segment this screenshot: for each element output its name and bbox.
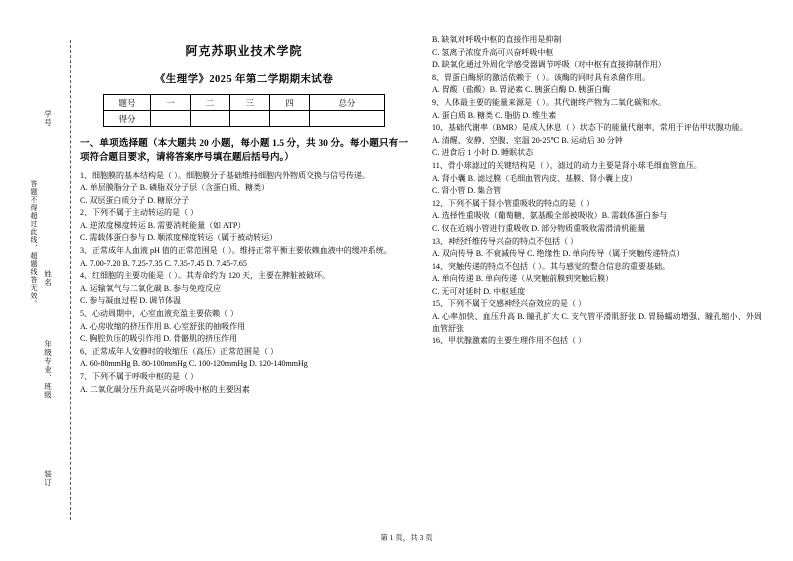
score-col-1: 一 — [151, 95, 191, 111]
score-col-4: 四 — [270, 95, 310, 111]
option-item: C. 无可对延时 D. 中枢延度 — [432, 286, 526, 296]
seal-label-name: 姓名 — [43, 270, 53, 287]
option-item: C. 胸腔负压的吸引作用 D. 骨骼肌的挤压作用 — [80, 334, 238, 344]
section-1-title: 一、单项选择题（本大题共 20 小题，每小题 1.5 分，共 30 分。每小题只有一项符合题目要求，请将答案序号填在题后括号内。） — [80, 139, 408, 164]
question-item: 8、胃蛋白酶原的激活依赖于（ ）。该酶的同时具有杀菌作用。 — [432, 72, 650, 82]
option-item: C. 氢离子浓度升高可兴奋呼吸中枢 — [432, 47, 554, 57]
right-column — [432, 34, 762, 348]
option-item: A. 心率加快、血压升高 B. 瞳孔扩大 C. 支气管平滑肌舒张 D. 胃肠蠕动增强、瞳孔缩小、外周血管舒张 — [432, 312, 762, 333]
page-title: 《生理学》2025 年第二学期期末试卷 — [154, 74, 334, 85]
option-item: A. 单层膜脂分子 B. 磷脂双分子层（含蛋白质、糖类） — [80, 183, 270, 193]
score-cell-3[interactable] — [230, 111, 270, 127]
option-item: A. 心房收缩的挤压作用 B. 心室舒张的抽吸作用 — [80, 321, 246, 331]
question-item: 5、心动周期中，心室血液充盈主要依赖（ ） — [80, 309, 238, 319]
option-item: A. 7.00-7.20 B. 7.25-7.35 C. 7.35-7.45 D. 7.45-7.65 — [80, 258, 247, 268]
option-item: C. 肾小管 D. 集合管 — [432, 186, 502, 196]
seal-label-warning: 答题不得超过此线，超题线答无效。 — [30, 180, 38, 308]
option-item: A. 运输氧气与二氧化碳 B. 参与免疫反应 — [80, 283, 222, 293]
option-item: B. 缺氧对呼吸中枢的直接作用是抑制 — [432, 35, 562, 44]
score-col-3: 三 — [230, 95, 270, 111]
option-item: A. 二氧化碳分压升高是兴奋呼吸中枢的主要因素 — [80, 384, 250, 394]
option-item: C. 进食后 1 小时 D. 睡眠状态 — [432, 148, 534, 158]
sealing-line-area — [26, 40, 72, 520]
score-col-total: 总分 — [309, 95, 384, 111]
question-item: 9、人体最主要的能量来源是（ ）。其代谢终产物为二氧化碳和水。 — [432, 97, 666, 107]
seal-label-student-id: 学号 — [43, 110, 53, 127]
left-column — [80, 34, 408, 396]
score-cell-1[interactable] — [151, 111, 191, 127]
option-item: A. 胃酸（盐酸）B. 胃泌素 C. 胰蛋白酶 D. 胰蛋白酶 — [432, 85, 611, 95]
question-item: 6、正常成年人安静时的收缩压（高压）正常范围是（ ） — [80, 346, 278, 356]
school-name: 阿克苏职业技术学院 — [185, 44, 303, 58]
question-item: 10、基础代谢率（BMR）是成人休息（ ）状态下的能量代谢率，常用于评估甲状腺功能。 — [432, 123, 748, 133]
table-row — [104, 95, 385, 111]
option-item: A. 肾小囊 B. 滤过膜（毛细血管内皮、基膜、肾小囊上皮） — [432, 173, 638, 183]
question-item: 1、细胞膜的基本结构是（ ）。细胞膜分子基础维持细胞内外物质交换与信号传递。 — [80, 170, 370, 180]
score-cell-2[interactable] — [190, 111, 230, 127]
option-item: C. 仅在近端小管进行重吸收 D. 部分物质重吸收需滑清机能量 — [432, 223, 646, 233]
score-table — [103, 94, 385, 127]
option-item: A. 60-80mmHg B. 80-100mmHg C. 100-120mmHg D. 120-140mmHg — [80, 359, 308, 369]
option-item: A. 逆浓度梯度转运 B. 需要消耗能量（如 ATP） — [80, 220, 246, 230]
option-item: C. 需载体蛋白参与 D. 顺浓度梯度转运（属于被动转运） — [80, 233, 278, 243]
seal-label-class: 年级专业、班级 — [43, 340, 53, 400]
score-cell-total[interactable] — [309, 111, 384, 127]
question-item: 4、红细胞的主要功能是（ ）。其寿命约为 120 天，主要在脾脏被破坏。 — [80, 271, 330, 281]
option-item: C. 参与凝血过程 D. 调节体温 — [80, 296, 182, 306]
question-item: 3、正常成年人血液 pH 值的正常范围是（ ）。维持正常平衡主要依赖血液中的缓冲系统。 — [80, 246, 392, 256]
table-row — [104, 111, 385, 127]
option-item: A. 清醒、安静、空腹、室温 20-25℃ B. 运动后 30 分钟 — [432, 135, 623, 145]
score-table-label-number: 题号 — [104, 95, 151, 111]
question-item: 12、下列不属于肾小管重吸收的特点的是（ ） — [432, 198, 594, 208]
question-item: 13、神经纤维传导兴奋的特点不包括（ ） — [432, 236, 578, 246]
option-item: C. 双层蛋白质分子 D. 糖原分子 — [80, 195, 190, 205]
score-table-label-score: 得分 — [104, 111, 151, 127]
question-item: 11、骨小球滤过的关键结构是（ ），滤过的动力主要是肾小球毛细血管血压。 — [432, 160, 702, 170]
question-item: 14、突触传递的特点不包括（ ）。其与感觉的整合信息的重要基础。 — [432, 261, 670, 271]
seal-label-binding: 装订 — [43, 470, 53, 487]
option-item: A. 双向传导 B. 不衰减传导 C. 绝缘性 D. 单向传导（属于突触传递特点） — [432, 249, 685, 259]
option-item: A. 选择性重吸收（葡萄糖、氨基酸全部被吸收）B. 需载体蛋白参与 — [432, 211, 668, 221]
score-col-2: 二 — [190, 95, 230, 111]
score-cell-4[interactable] — [270, 111, 310, 127]
option-item: A. 单向传递 B. 单向传递（从突触前膜到突触后膜） — [432, 274, 614, 284]
seal-dashed-line — [70, 40, 71, 520]
question-item: 16、甲状腺激素的主要生理作用不包括（ ） — [432, 336, 586, 346]
question-item: 7、下列不属于呼吸中枢的是（ ） — [80, 372, 198, 381]
page-number: 第 1 页，共 3 页 — [380, 533, 433, 542]
option-item: D. 缺氧化通过外周化学感受器调节呼吸（对中枢有直接抑制作用） — [432, 60, 666, 70]
exam-content — [80, 34, 770, 524]
question-item: 15、下列不属于交感神经兴奋效应的是（ ） — [432, 299, 586, 309]
page-footer — [0, 532, 793, 543]
question-item: 2、下列不属于主动转运的是（ ） — [80, 208, 198, 218]
option-item: A. 蛋白质 B. 糖类 C. 脂肪 D. 维生素 — [432, 110, 557, 120]
